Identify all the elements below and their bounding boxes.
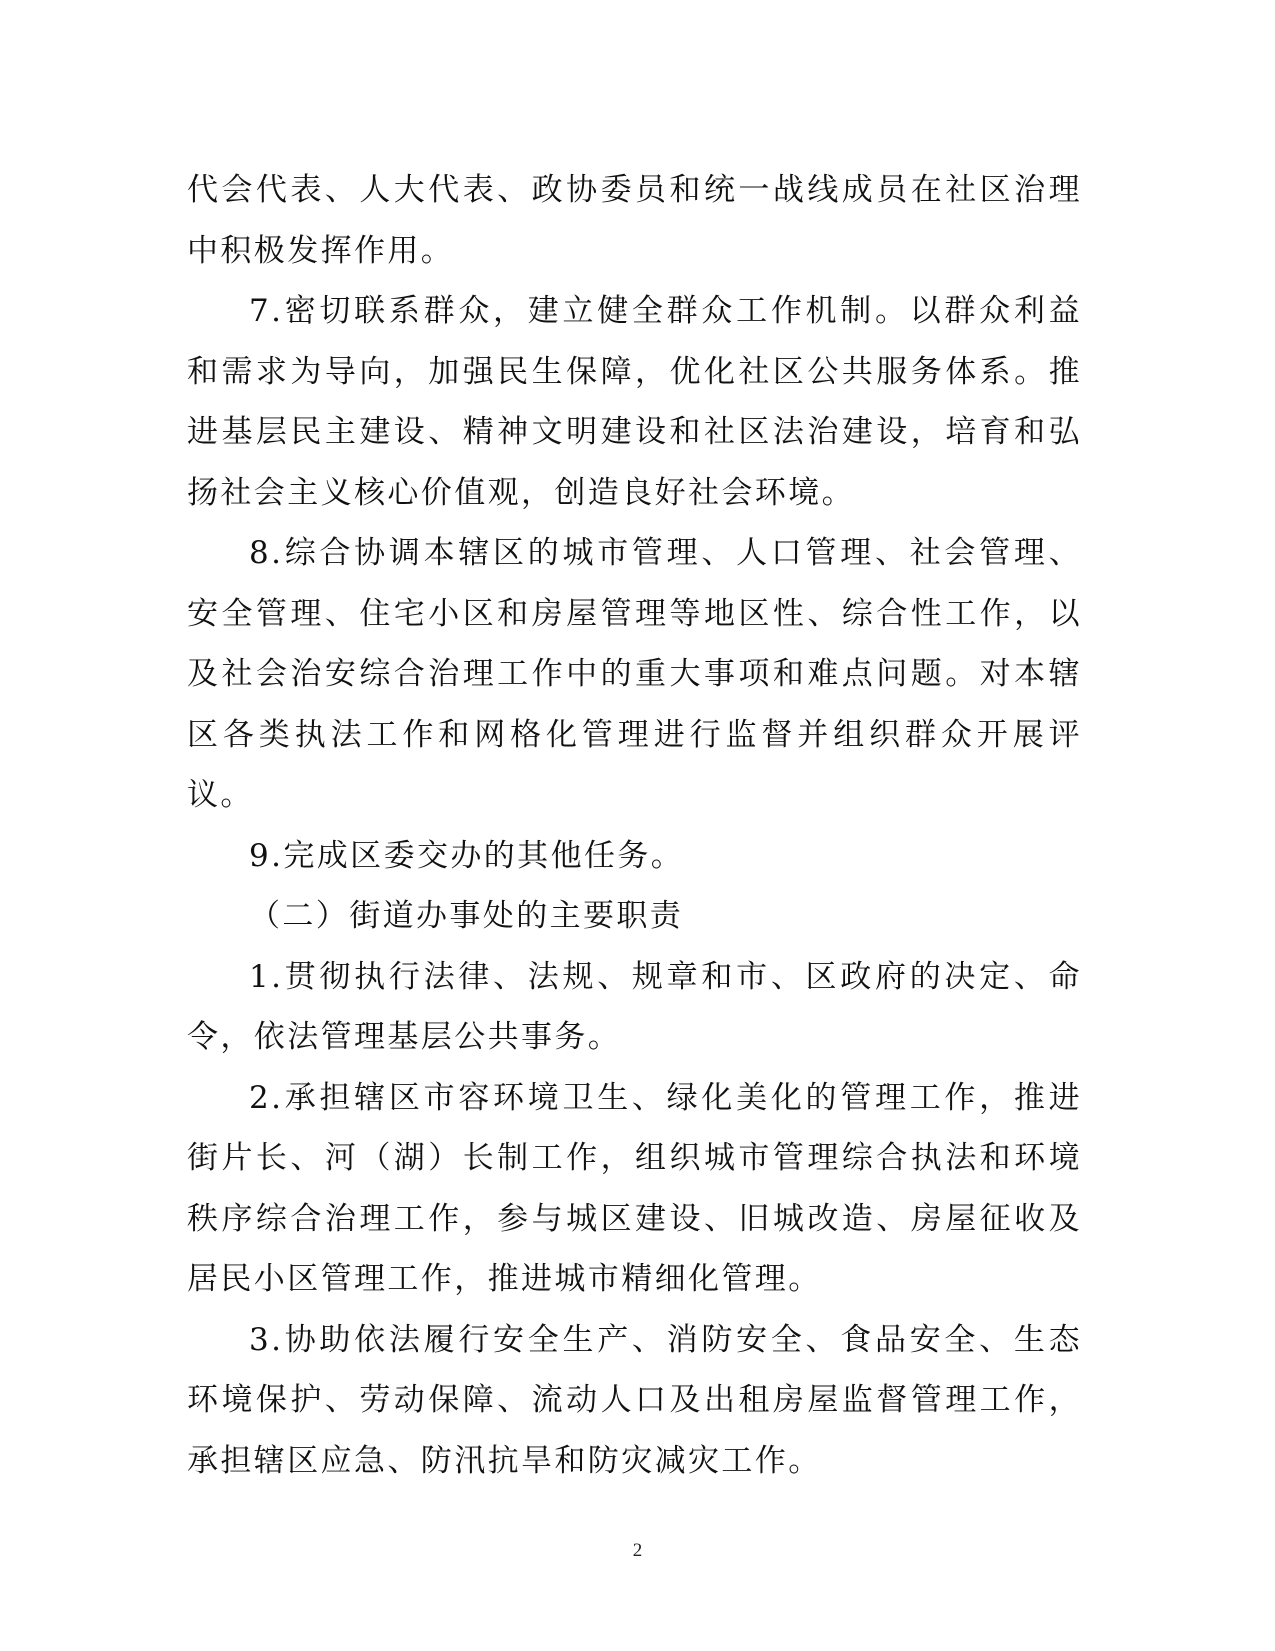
paragraph-duty-2: 2.承担辖区市容环境卫生、绿化美化的管理工作，推进街片长、河（湖）长制工作，组织城市管理综合执法和环境秩序综合治理工作，参与城区建设、旧城改造、房屋征收及居民小区管理工作，推进城市精细化管理。 <box>187 1079 1082 1297</box>
paragraph-continuation: 代会代表、人大代表、政协委员和统一战线成员在社区治理中积极发挥作用。 <box>187 172 1082 269</box>
paragraph-item-9: 9.完成区委交办的其他任务。 <box>249 837 685 874</box>
paragraph-item-7: 7.密切联系群众，建立健全群众工作机制。以群众利益和需求为导向，加强民生保障，优化社区公共服务体系。推进基层民主建设、精神文明建设和社区法治建设，培育和弘扬社会主义核心价值观，创造良好社会环境。 <box>187 293 1082 511</box>
page-number: 2 <box>632 1540 643 1561</box>
section-heading: （二）街道办事处的主要职责 <box>249 898 684 934</box>
paragraph-item-8: 8.综合协调本辖区的城市管理、人口管理、社会管理、安全管理、住宅小区和房屋管理等地区性、综合性工作，以及社会治安综合治理工作中的重大事项和难点问题。对本辖区各类执法工作和网格化管理进行监督并组织群众开展评议。 <box>187 535 1082 813</box>
paragraph-duty-1: 1.贯彻执行法律、法规、规章和市、区政府的决定、命令，依法管理基层公共事务。 <box>187 958 1082 1055</box>
body-text <box>187 160 1082 1491</box>
paragraph-duty-3: 3.协助依法履行安全生产、消防安全、食品安全、生态环境保护、劳动保障、流动人口及出租房屋监督管理工作，承担辖区应急、防汛抗旱和防灾减灾工作。 <box>187 1321 1082 1479</box>
